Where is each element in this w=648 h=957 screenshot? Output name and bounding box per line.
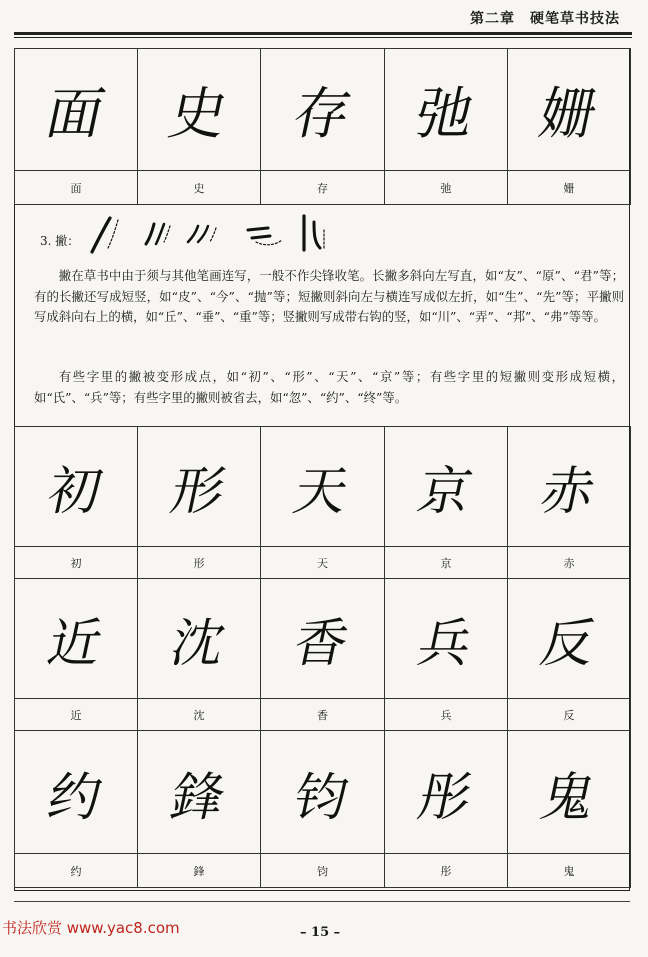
cursive-glyph: 京 bbox=[412, 462, 478, 522]
footer-rule bbox=[14, 901, 630, 902]
top-glyph-row bbox=[15, 49, 631, 171]
cursive-glyph: 面 bbox=[40, 81, 110, 147]
glyph-cell bbox=[138, 579, 261, 699]
cursive-glyph: 形 bbox=[165, 462, 231, 522]
cursive-glyph: 存 bbox=[286, 81, 357, 147]
cursive-glyph: 赤 bbox=[535, 462, 601, 522]
running-header bbox=[14, 4, 632, 32]
glyph-cell bbox=[508, 731, 631, 854]
cursive-glyph: 沈 bbox=[165, 614, 231, 674]
cursive-glyph: 鬼 bbox=[535, 767, 601, 828]
label-row-3 bbox=[15, 854, 631, 888]
glyph-label: 姗 bbox=[508, 171, 631, 205]
header-rule-thin bbox=[14, 37, 632, 38]
cursive-glyph: 弛 bbox=[410, 81, 480, 147]
glyph-cell bbox=[385, 731, 508, 854]
glyph-cell bbox=[15, 731, 138, 854]
label-row-1 bbox=[15, 547, 631, 579]
cursive-glyph: 反 bbox=[535, 614, 601, 674]
cursive-glyph: 史 bbox=[163, 81, 233, 147]
glyph-label: 彤 bbox=[385, 854, 508, 888]
glyph-label: 鬼 bbox=[508, 854, 631, 888]
glyph-cell bbox=[261, 579, 385, 699]
glyph-label: 近 bbox=[15, 699, 138, 731]
glyph-label: 面 bbox=[15, 171, 138, 205]
cursive-glyph: 香 bbox=[288, 614, 354, 674]
chapter-title: 第二章 硬笔草书技法 bbox=[470, 11, 620, 27]
glyph-cell bbox=[138, 49, 261, 171]
glyph-label: 形 bbox=[138, 547, 261, 579]
glyph-cell bbox=[385, 427, 508, 547]
glyph-label: 天 bbox=[261, 547, 385, 579]
cursive-glyph: 天 bbox=[288, 462, 354, 522]
header-rule-thick bbox=[14, 32, 632, 35]
glyph-label: 沈 bbox=[138, 699, 261, 731]
glyph-cell bbox=[15, 579, 138, 699]
glyph-row-2 bbox=[15, 579, 631, 699]
glyph-label: 鋒 bbox=[138, 854, 261, 888]
glyph-row-3 bbox=[15, 731, 631, 854]
body-paragraph-1: 撇在草书中由于须与其他笔画连写，一般不作尖锋收笔。长撇多斜向左写直，如“友”、“原”、“君”等；有的长撇还写成短竖，如“皮”、“今”、“抛”等；短撇则斜向左与横连写成似左折，如“生”、“先”等；平撇则写成斜向右上的横，如“丘”、“垂”、“重”等；竖撇则写成带右钩的竖，如“川”、“弄”、“邦”、“弗”等等。 bbox=[34, 268, 624, 324]
glyph-cell bbox=[508, 427, 631, 547]
cursive-glyph: 近 bbox=[42, 614, 108, 674]
glyph-label: 约 bbox=[15, 854, 138, 888]
glyph-cell bbox=[508, 579, 631, 699]
label-row-2 bbox=[15, 699, 631, 731]
glyph-cell bbox=[385, 49, 508, 171]
top-label-row bbox=[15, 171, 631, 205]
cursive-glyph: 鋒 bbox=[165, 767, 231, 828]
top-glyph-table bbox=[14, 48, 631, 205]
glyph-cell bbox=[15, 49, 138, 171]
glyph-label: 香 bbox=[261, 699, 385, 731]
cursive-glyph: 约 bbox=[42, 767, 108, 828]
glyph-label: 史 bbox=[138, 171, 261, 205]
glyph-row-1 bbox=[15, 427, 631, 547]
glyph-label: 兵 bbox=[385, 699, 508, 731]
glyph-label: 存 bbox=[261, 171, 385, 205]
cursive-glyph: 钧 bbox=[288, 767, 354, 828]
glyph-label: 初 bbox=[15, 547, 138, 579]
glyph-label: 反 bbox=[508, 699, 631, 731]
section-heading: 3. 撇： bbox=[40, 234, 80, 248]
page-number: – 15 – bbox=[300, 925, 341, 940]
glyph-cell bbox=[15, 427, 138, 547]
bottom-glyph-table bbox=[14, 426, 631, 888]
glyph-cell bbox=[261, 731, 385, 854]
glyph-cell bbox=[138, 427, 261, 547]
stroke-section bbox=[14, 204, 630, 426]
cursive-glyph: 兵 bbox=[412, 614, 478, 674]
glyph-label: 京 bbox=[385, 547, 508, 579]
cursive-glyph: 初 bbox=[42, 462, 108, 522]
glyph-cell bbox=[138, 731, 261, 854]
pie-stroke-samples bbox=[88, 212, 418, 256]
stroke-examples bbox=[40, 212, 600, 256]
body-paragraph-2: 有些字里的撇被变形成点，如“初”、“形”、“天”、“京”等；有些字里的短撇则变形成短横，如“氏”、“兵”等；有些字里的撇则被省去，如“忽”、“约”、“终”等。 bbox=[34, 369, 624, 405]
glyph-label: 赤 bbox=[508, 547, 631, 579]
glyph-cell bbox=[261, 49, 385, 171]
glyph-cell bbox=[508, 49, 631, 171]
glyph-cell bbox=[385, 579, 508, 699]
glyph-label: 弛 bbox=[385, 171, 508, 205]
glyph-label: 钧 bbox=[261, 854, 385, 888]
glyph-cell bbox=[261, 427, 385, 547]
cursive-glyph: 姗 bbox=[533, 81, 603, 147]
site-watermark: 书法欣赏 www.yac8.com bbox=[2, 919, 180, 937]
cursive-glyph: 彤 bbox=[412, 767, 478, 828]
